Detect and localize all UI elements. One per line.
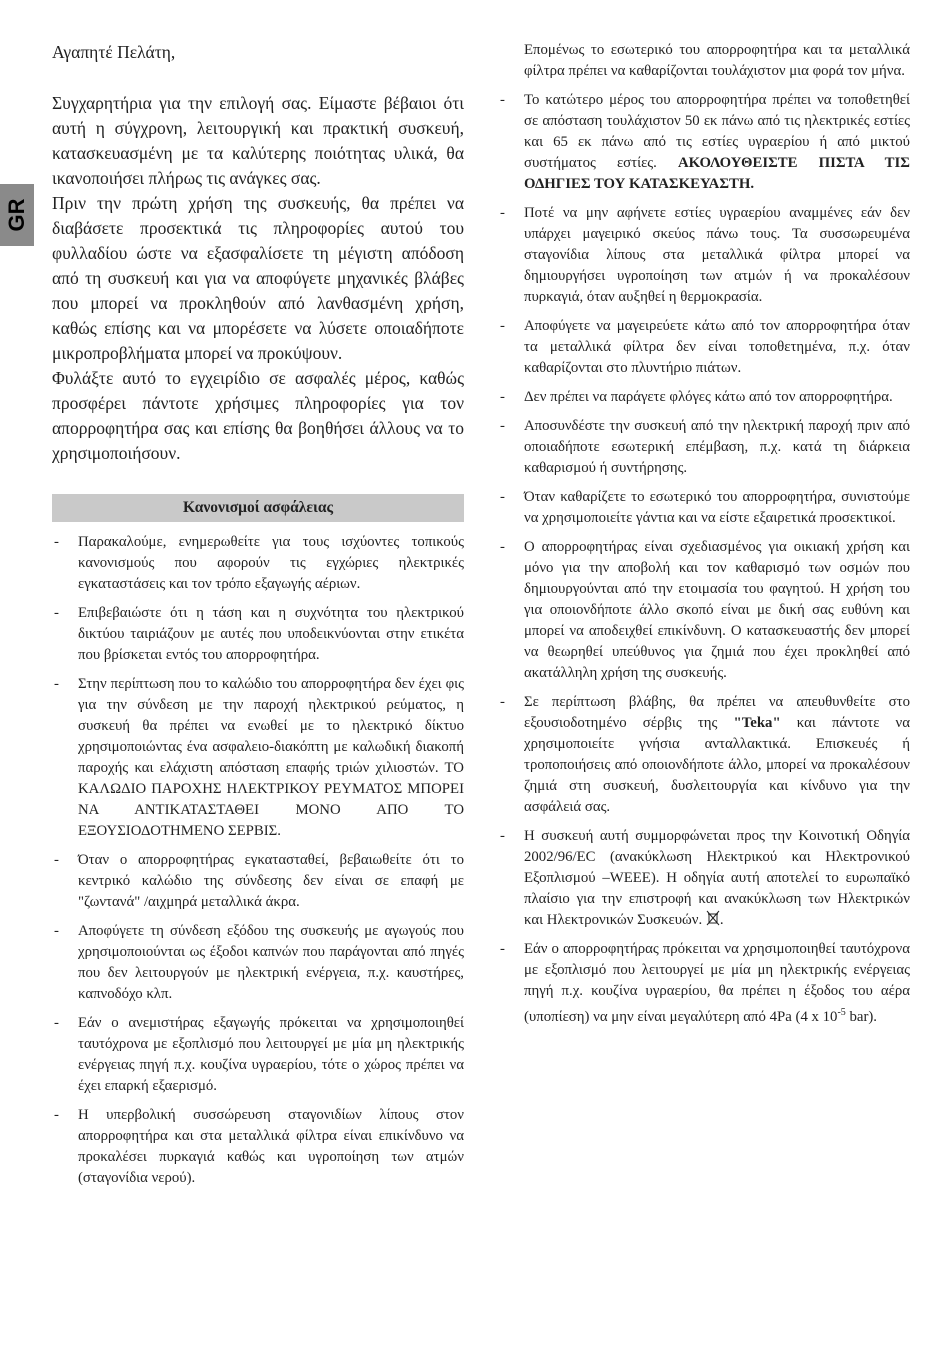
safety-item bbox=[498, 90, 910, 195]
safety-item bbox=[498, 939, 910, 1028]
safety-item: - Εάν ο ανεμιστήρας εξαγωγής πρόκειται να χρησιμοποιηθεί ταυτόχρονα με εξοπλισμό που λειτουργεί με μία μη ηλεκτρικής ενέργειας πηγή π.χ. κουζίνα υγραερίου, τότε ο χώρος πρέπει να έχει επαρκή εξαερισμό. bbox=[52, 1013, 464, 1097]
safety-item-text: και πάντοτε να χρησιμοποιείτε γνήσια ανταλλακτικά. Επισκευές ή τροποποιήσεις από οποιονδήποτε άλλο, μπορεί να προκαλέσουν ζημιά στη συσκευή, δυσλειτουργία και κίνδυνο για την ασφάλειά σας. bbox=[524, 715, 910, 815]
safety-item: - Αποσυνδέστε την συσκευή από την ηλεκτρική παροχή πριν από οποιαδήποτε εσωτερική επέμβαση, π.χ. κατά τη διάρκεια καθαρισμού ή συντήρησης. bbox=[498, 416, 910, 479]
safety-item: - Όταν καθαρίζετε το εσωτερικό του απορροφητήρα, συνιστούμε να χρησιμοποιείτε γάντια και να είστε εξαιρετικά προσεκτικοί. bbox=[498, 487, 910, 529]
language-tab bbox=[0, 184, 34, 246]
left-column bbox=[52, 40, 464, 1197]
exponent: -5 bbox=[837, 1007, 846, 1018]
safety-item: - Επιβεβαιώστε ότι η τάση και η συχνότητα του ηλεκτρικού δικτύου ταιριάζουν με αυτές που υποδεικνύονται στην ετικέτα που βρίσκεται εντός του απορροφητήρα. bbox=[52, 603, 464, 666]
safety-item: - Στην περίπτωση που το καλώδιο του απορροφητήρα δεν έχει φις για την σύνδεση με την παροχή ηλεκτρικού ρεύματος, η συσκευή θα πρέπει να ενωθεί με το ηλεκτρικό δίκτυο χρησιμοποιώντας ένα ασφαλειο-διακόπτη με καλωδική διακοπή παροχής και ελάχιστη απόσταση επαφής τριών χιλιοστών. ΤΟ ΚΑΛΩΔΙΟ ΠΑΡΟΧΗΣ ΗΛΕΚΤΡΙΚΟΥ ΡΕΥΜΑΤΟΣ ΜΠΟΡΕΙ ΝΑ ΑΝΤΙΚΑΤΑΣΤΑΘΕΙ ΜΟΝΟ ΑΠΟ ΤΟ ΕΞΟΥΣΙΟΔΟΤΗΜΕΝΟ ΣΕΡΒΙΣ. bbox=[52, 674, 464, 842]
safety-item: - Ποτέ να μην αφήνετε εστίες υγραερίου αναμμένες εάν δεν υπάρχει μαγειρικό σκεύος πάνω τους. Τα συσσωρευμένα σταγονίδια λίπους στα μεταλλικά φίλτρα μπορεί να δημιουργήσει υγροποίηση των ατμών ή να προκαλέσουν πυρκαγιά, όταν αυξηθεί η θερμοκρασία. bbox=[498, 203, 910, 308]
intro-paragraph: Συγχαρητήρια για την επιλογή σας. Είμαστε βέβαιοι ότι αυτή η σύγχρονη, λειτουργική και πρακτική συσκευή, κατασκευασμένη με τα καλύτερης ποιότητας υλικά, θα ικανοποιήσει πλήρως τις ανάγκες σας. bbox=[52, 93, 464, 188]
safety-item: - Ο απορροφητήρας είναι σχεδιασμένος για οικιακή χρήση και μόνο για την αποβολή και τον καθαρισμό των οσμών που δημιουργούνται από την ετοιμασία του φαγητού. Η χρήση του για οποιονδήποτε άλλο σκοπό είναι με δική σας ευθύνη και μπορεί να αποδειχθεί επικίνδυνη. Ο κατασκευαστής δεν μπορεί να θεωρηθεί υπεύθυνος για ζημιά που έχει προκληθεί από ακατάλληλη χρήση της συσκευής. bbox=[498, 537, 910, 684]
greeting: Αγαπητέ Πελάτη, bbox=[52, 42, 176, 62]
safety-item-text: Σε περίπτωση βλάβης, θα πρέπει να απευθυνθείτε στο εξουσιοδοτημένο σέρβις της bbox=[524, 694, 910, 731]
safety-item-text: Εάν ο απορροφητήρας πρόκειται να χρησιμοποιηθεί ταυτόχρονα με εξοπλισμό που λειτουργεί με μία μη ηλεκτρικής ενέργειας πηγή π.χ. κουζίνα υγραερίου, θα πρέπει η έξοδος του αέρα (υποπίεση) να μην είναι μεγαλύτερη από 4Pa (4 x 10 bbox=[524, 941, 910, 1025]
safety-list bbox=[52, 532, 464, 1189]
intro-paragraph: Φυλάξτε αυτό το εγχειρίδιο σε ασφαλές μέρος, καθώς προσφέρει πάντοτε χρήσιμες πληροφορίες για τον απορροφητήρα σας και επίσης θα βοηθήσει άλλους να το χρησιμοποιήσουν. bbox=[52, 368, 464, 463]
safety-item: - Παρακαλούμε, ενημερωθείτε για τους ισχύοντες τοπικούς κανονισμούς που αφορούν τις εγχώριες ηλεκτρικές εγκαταστάσεις και τον τρόπο εξαγωγής αέριων. bbox=[52, 532, 464, 595]
safety-item-text: Το κατώτερο μέρος του απορροφητήρα πρέπει να τοποθετηθεί σε απόσταση τουλάχιστον 50 εκ πάνω από τις ηλεκτρικές εστίες και 65 εκ πάνω από τις εστίες υγραερίου ή από μικτού συστήματος εστίες. bbox=[524, 92, 910, 171]
brand-name: "Teka" bbox=[733, 715, 781, 731]
manufacturer-instructions-note: ΑΚΟΛΟΥΘΕΙΣΤΕ ΠΙΣΤΑ ΤΙΣ ΟΔΗΓΙΕΣ ΤΟΥ ΚΑΤΑΣΚΕΥΑΣΤΗ. bbox=[524, 155, 910, 192]
continued-text: Επομένως το εσωτερικό του απορροφητήρα και τα μεταλλικά φίλτρα πρέπει να καθαρίζονται τουλάχιστον μια φορά τον μήνα. bbox=[524, 42, 910, 79]
safety-list-continued bbox=[498, 90, 910, 1028]
safety-item: - Δεν πρέπει να παράγετε φλόγες κάτω από τον απορροφητήρα. bbox=[498, 387, 910, 408]
intro-paragraph: Πριν την πρώτη χρήση της συσκευής, θα πρέπει να διαβάσετε προσεκτικά τις πληροφορίες αυτού του φυλλαδίου ώστε να εξασφαλίσετε τη μέγιστη απόδοση από τη συσκευή και για να αποφύγετε μηχανικές βλάβες που μπορεί να προκληθούν από λανθασμένη χρήση, καθώς επίσης και να μπορέσετε να λύσετε οποιαδήποτε μικροπροβλήματα μπορεί να προκύψουν. bbox=[52, 193, 464, 363]
language-tab-label: GR bbox=[4, 198, 29, 232]
safety-item: - Η συσκευή αυτή συμμορφώνεται προς την Κοινοτική Οδηγία 2002/96/EC (ανακύκλωση Ηλεκτρικού και Ηλεκτρονικού Εξοπλισμού –WEEE). Η οδηγία αυτή αποτελεί το ευρωπαϊκό πλαίσιο για την επιστροφή και ανακύκλωση των Ηλεκτρικών και Ηλεκτρονικών Συσκευών. . bbox=[498, 826, 910, 931]
safety-item: - Η υπερβολική συσσώρευση σταγονιδίων λίπους στον απορροφητήρα και στα μεταλλικά φίλτρα είναι επικίνδυνο να προκαλέσει πυρκαγιά καθώς και υγροποίηση των ατμών (σταγονίδια νερού). bbox=[52, 1105, 464, 1189]
right-column bbox=[498, 40, 910, 1036]
intro bbox=[52, 91, 464, 466]
safety-item-text: Η συσκευή αυτή συμμορφώνεται προς την Κοινοτική Οδηγία 2002/96/EC (ανακύκλωση Ηλεκτρικού και Ηλεκτρονικού Εξοπλισμού –WEEE). Η οδηγία αυτή αποτελεί το ευρωπαϊκό πλαίσιο για την επιστροφή και ανακύκλωση των Ηλεκτρικών και Ηλεκτρονικών Συσκευών. bbox=[524, 828, 910, 928]
section-heading: Κανονισμοί ασφάλειας bbox=[52, 494, 464, 522]
safety-item-text: bar). bbox=[845, 1008, 878, 1025]
safety-item bbox=[498, 692, 910, 818]
safety-item: - Αποφύγετε να μαγειρεύετε κάτω από τον απορροφητήρα όταν τα μεταλλικά φίλτρα δεν είναι τοποθετημένα, π.χ. όταν καθαρίζονται στο πλυντήριο πιάτων. bbox=[498, 316, 910, 379]
safety-item: - Αποφύγετε τη σύνδεση εξόδου της συσκευής με αγωγούς που χρησιμοποιούνται ως έξοδοι καπνών που παράγονται από πηγές που δεν λειτουργούν με ηλεκτρική ενέργεια, π.χ. καυστήρες, καπνοδόχο κλπ. bbox=[52, 921, 464, 1005]
weee-bin-icon bbox=[706, 910, 720, 926]
safety-item: - Όταν ο απορροφητήρας εγκατασταθεί, βεβαιωθείτε ότι το κεντρικό καλώδιο της σύνδεσης δεν είναι σε επαφή με "ζωντανά" /αιχμηρά μεταλλικά άκρα. bbox=[52, 850, 464, 913]
